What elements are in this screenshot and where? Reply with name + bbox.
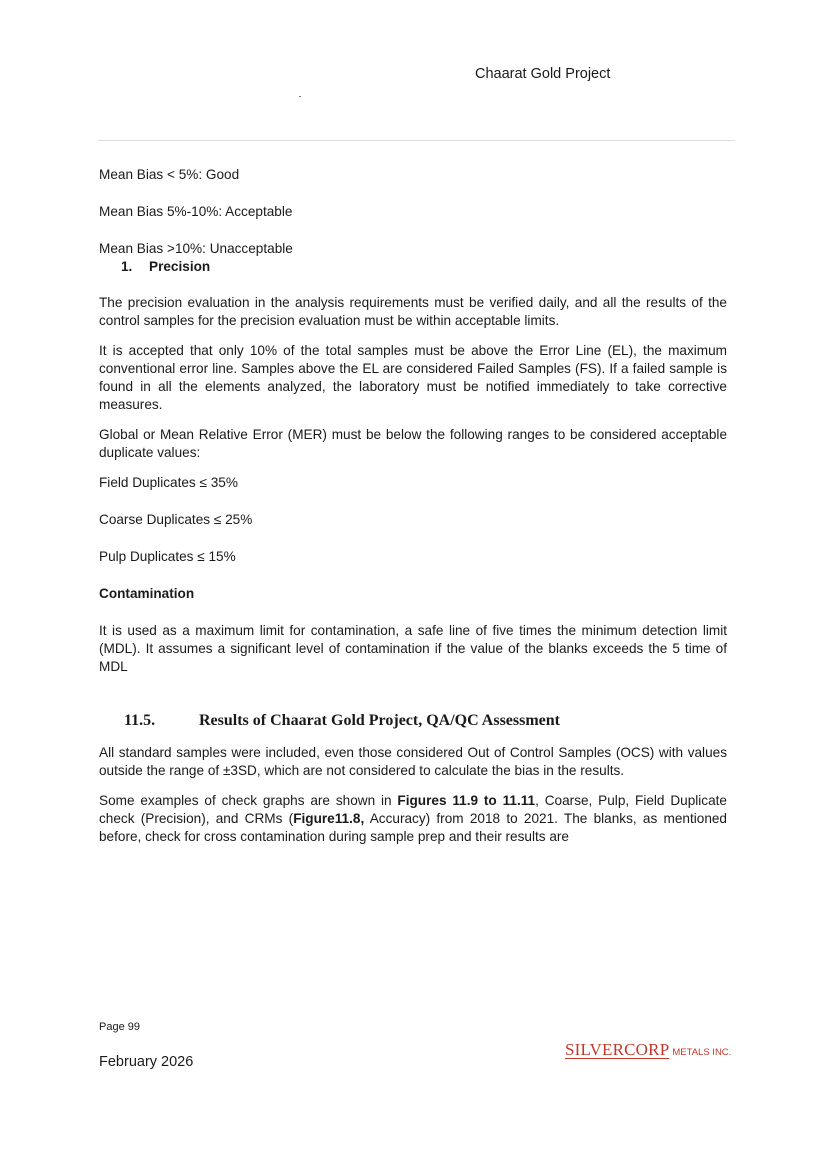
contamination-heading: Contamination	[99, 586, 195, 601]
precision-number: 1.	[121, 259, 133, 274]
section-number: 11.5.	[124, 712, 156, 729]
duplicate-limit: Coarse Duplicates ≤ 25%	[99, 512, 253, 527]
bias-criterion: Mean Bias < 5%: Good	[99, 167, 240, 182]
footer-date: February 2026	[99, 1054, 194, 1070]
contamination-paragraph: It is used as a maximum limit for contamination, a safe line of five times the minimum detection limit (MDL). It assumes a significant level of contamination if the value of the blanks exceeds the 5 time of MDL	[99, 623, 727, 674]
duplicate-limit: Field Duplicates ≤ 35%	[99, 475, 238, 490]
figure-reference: Figure11.8,	[293, 811, 365, 826]
section-paragraph	[99, 792, 727, 846]
section-title: Results of Chaarat Gold Project, QA/QC Assessment	[199, 712, 561, 729]
logo-subtitle: METALS INC.	[672, 1047, 732, 1058]
company-logo	[565, 1041, 731, 1059]
page-body	[99, 166, 727, 858]
section-paragraph: All standard samples were included, even those considered Out of Control Samples (OCS) with values outside the range of ±3SD, which are not considered to calculate the bias in the results.	[99, 745, 727, 778]
precision-paragraph: The precision evaluation in the analysis requirements must be verified daily, and all the results of the control samples for the precision evaluation must be within acceptable limits.	[99, 295, 727, 328]
page-number: Page 99	[99, 1021, 140, 1033]
duplicate-limit: Pulp Duplicates ≤ 15%	[99, 549, 236, 564]
figure-reference: Figures 11.9 to 11.11	[397, 793, 536, 808]
precision-heading	[121, 258, 727, 276]
bias-criterion: Mean Bias >10%: Unacceptable	[99, 241, 293, 256]
precision-title: Precision	[149, 259, 211, 274]
logo-wordmark: SILVERCORP	[565, 1040, 670, 1059]
text-run: Accuracy) from 2018 to 2021. The blanks, as mentioned before, check for cross contamination during sample prep and their results are	[99, 811, 727, 844]
header-divider	[98, 140, 735, 141]
bias-criterion: Mean Bias 5%-10%: Acceptable	[99, 204, 293, 219]
section-heading	[124, 712, 727, 730]
precision-paragraph: It is accepted that only 10% of the total samples must be above the Error Line (EL), the maximum conventional error line. Samples above the EL are considered Failed Samples (FS). If a failed sample is found in all the elements analyzed, the laboratory must be notified immediately to take corrective measures.	[99, 343, 727, 412]
text-run: , Coarse, Pulp, Field Duplicate check (Precision), and CRMs (	[99, 793, 727, 826]
precision-paragraph: Global or Mean Relative Error (MER) must be below the following ranges to be considered acceptable duplicate values:	[99, 427, 727, 460]
header-dot	[299, 96, 301, 97]
running-header: Chaarat Gold Project	[475, 66, 611, 82]
text-run: Some examples of check graphs are shown in	[99, 793, 398, 808]
